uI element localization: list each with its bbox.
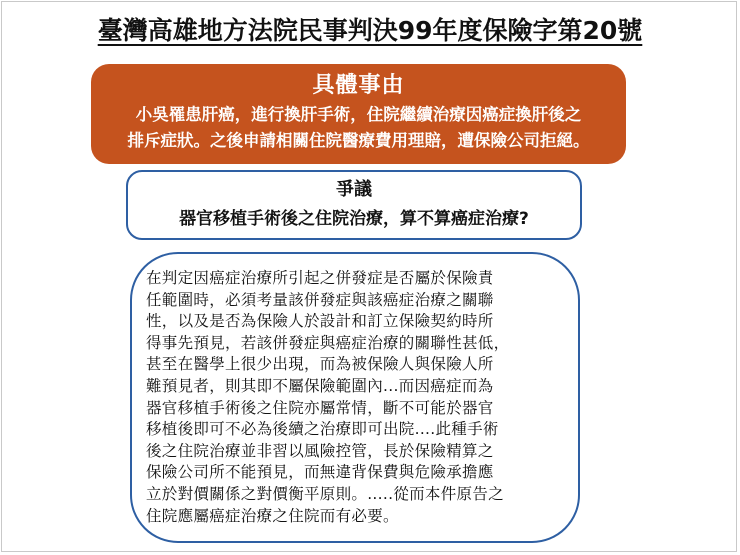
dispute-heading: 爭議 — [336, 179, 372, 200]
facts-box — [91, 64, 626, 164]
dispute-body: 器官移植手術後之住院治療，算不算癌症治療? — [179, 209, 529, 229]
page-title — [0, 14, 740, 48]
page-title-text: 臺灣高雄地方法院民事判決99年度保險字第20號 — [97, 16, 643, 45]
ruling-body: 在判定因癌症治療所引起之併發症是否屬於保險責 任範圍時，必須考量該併發症與該癌症治療之關聯 性，以及是否為保險人於設計和訂立保險契約時所 得事先預見，若該併發症與癌症治療的關聯性甚低， 甚至在醫學上很少出現，而為被保險人與保險人所 難預見者，則其即不屬保險範圍內...而因癌症而為 器官移植手術後之住院亦屬常情，斷不可能於器官 移植後即可不必為後續之治療即可出院....此種手術 後之住院治療並非習以風險控管，長於保險精算之 保險公司所不能預見，而無違背保費與危險承擔應 立於對價關係之對價衡平原則。.....從而本件原告之 住院應屬癌症治療之住院而有必要。 — [146, 269, 510, 525]
ruling-box — [130, 252, 580, 543]
facts-body: 小吳罹患肝癌，進行換肝手術，住院繼續治療因癌症換肝後之 排斥症狀。之後申請相關住院醫療費用理賠，遭保險公司拒絕。 — [127, 105, 590, 150]
facts-heading: 具體事由 — [312, 73, 405, 98]
dispute-box — [126, 170, 582, 240]
